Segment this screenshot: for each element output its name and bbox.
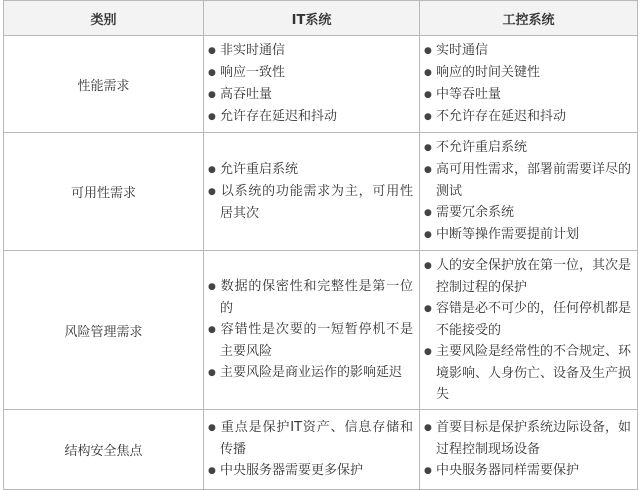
bullet-icon: ● (208, 368, 216, 378)
ics-requirements (420, 251, 638, 410)
it-requirements (204, 36, 420, 133)
row-category: 性能需求 (4, 36, 204, 133)
bullet-icon: ● (208, 165, 216, 175)
header-it-system: IT系统 (204, 1, 420, 36)
list-item (208, 181, 413, 224)
list-item-text: 响应的时间关键性 (436, 65, 541, 80)
list-item-text: 实时通信 (436, 43, 489, 58)
bullet-icon: ● (208, 282, 216, 292)
bullet-icon: ● (424, 230, 432, 240)
it-requirements (204, 251, 420, 410)
bullet-icon: ● (424, 261, 432, 271)
list-item-text: 中断等操作需要提前计划 (436, 227, 580, 242)
list-item (424, 417, 631, 460)
list-item (424, 84, 631, 106)
list-item (208, 362, 413, 384)
list-item (424, 341, 631, 405)
list-item (424, 298, 631, 341)
list-item-text: 需要冗余系统 (436, 205, 515, 220)
header-category: 类别 (4, 1, 204, 36)
bullet-icon: ● (424, 466, 432, 476)
list-item-text: 数据的保密性和完整性是第一位的 (220, 279, 413, 316)
list-item-text: 响应一致性 (220, 65, 286, 80)
bullet-icon: ● (424, 68, 432, 78)
list-item (208, 417, 413, 460)
list-item-text: 主要风险是商业运作的影响延迟 (220, 365, 403, 380)
bullet-icon: ● (208, 68, 216, 78)
bullet-icon: ● (424, 423, 432, 433)
bullet-icon: ● (208, 466, 216, 476)
bullet-icon: ● (424, 304, 432, 314)
list-item-text: 不允许存在延迟和抖动 (436, 109, 567, 124)
list-item-text: 中央服务器需要更多保护 (220, 463, 364, 478)
list-item-text: 允许重启系统 (220, 162, 299, 177)
bullet-icon: ● (424, 208, 432, 218)
list-item (424, 224, 631, 246)
list-item (424, 137, 631, 159)
bullet-icon: ● (208, 187, 216, 197)
list-item (208, 84, 413, 106)
list-item-text: 主要风险是经常性的不合规定、环境影响、人身伤亡、设备及生产损失 (436, 344, 632, 402)
header-row (4, 1, 638, 36)
bullet-icon: ● (424, 143, 432, 153)
list-item-text: 首要目标是保护系统边际设备，如过程控制现场设备 (436, 420, 632, 457)
bullet-icon: ● (208, 325, 216, 335)
table-row (4, 133, 638, 251)
it-requirements (204, 410, 420, 490)
list-item (424, 460, 631, 482)
row-category: 风险管理需求 (4, 251, 204, 410)
ics-requirements (420, 410, 638, 490)
bullet-icon: ● (424, 46, 432, 56)
list-item-text: 容错性是次要的一短暂停机不是主要风险 (220, 322, 413, 359)
bullet-icon: ● (424, 347, 432, 357)
list-item (208, 319, 413, 362)
list-item (424, 159, 631, 202)
table-row (4, 251, 638, 410)
list-item (208, 40, 413, 62)
list-item (208, 159, 413, 181)
list-item-text: 以系统的功能需求为主，可用性居其次 (220, 184, 413, 221)
bullet-icon: ● (424, 112, 432, 122)
header-ics-system: 工控系统 (420, 1, 638, 36)
list-item (208, 106, 413, 128)
list-item-text: 非实时通信 (220, 43, 286, 58)
list-item-text: 中央服务器同样需要保护 (436, 463, 580, 478)
bullet-icon: ● (424, 90, 432, 100)
bullet-icon: ● (208, 423, 216, 433)
bullet-icon: ● (424, 165, 432, 175)
list-item (424, 62, 631, 84)
bullet-icon: ● (208, 90, 216, 100)
list-item-text: 高可用性需求，部署前需要详尽的测试 (436, 162, 632, 199)
list-item-text: 高吞吐量 (220, 87, 273, 102)
list-item (424, 202, 631, 224)
list-item (424, 106, 631, 128)
comparison-table (3, 0, 638, 490)
list-item (208, 276, 413, 319)
ics-requirements (420, 133, 638, 251)
row-category: 可用性需求 (4, 133, 204, 251)
it-requirements (204, 133, 420, 251)
list-item-text: 重点是保护IT资产、信息存储和传播 (220, 420, 413, 457)
row-category: 结构安全焦点 (4, 410, 204, 490)
list-item-text: 中等吞吐量 (436, 87, 502, 102)
list-item (208, 62, 413, 84)
bullet-icon: ● (208, 112, 216, 122)
bullet-icon: ● (208, 46, 216, 56)
list-item (424, 255, 631, 298)
table-body (4, 36, 638, 490)
list-item-text: 不允许重启系统 (436, 140, 528, 155)
table-row (4, 36, 638, 133)
list-item-text: 人的安全保护放在第一位，其次是控制过程的保护 (436, 258, 632, 295)
list-item-text: 允许存在延迟和抖动 (220, 109, 338, 124)
ics-requirements (420, 36, 638, 133)
list-item-text: 容错是必不可少的，任何停机都是不能接受的 (436, 301, 632, 338)
list-item (424, 40, 631, 62)
table-row (4, 410, 638, 490)
list-item (208, 460, 413, 482)
